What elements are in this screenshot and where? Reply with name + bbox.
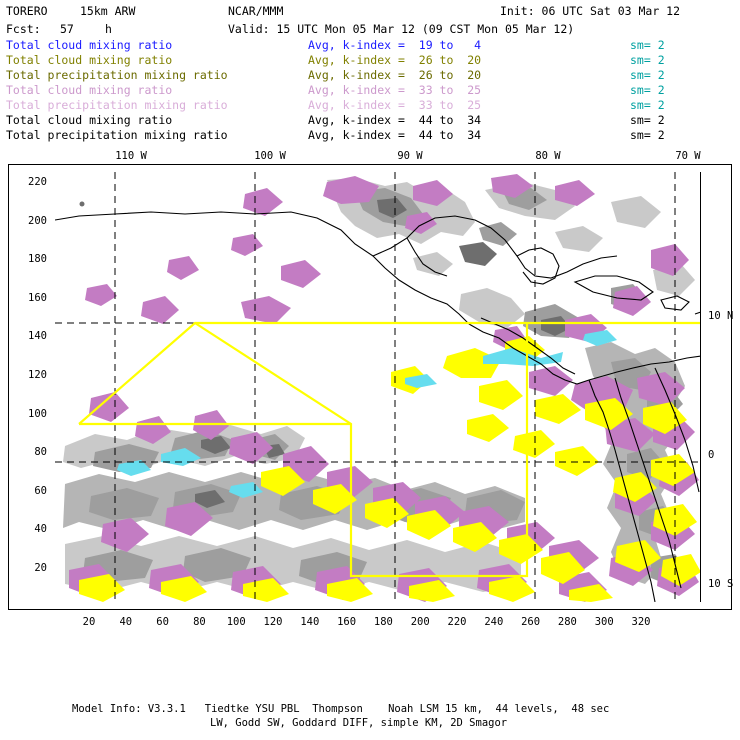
axis-tick-bottom: 140: [300, 616, 320, 628]
chart-footer: [0, 702, 740, 732]
legend-smoothing: sm= 2: [630, 68, 665, 82]
axis-tick-bottom: 60: [156, 616, 169, 628]
model-center: NCAR/MMM: [228, 4, 284, 18]
legend-k-index: Avg, k-index = 26 to 20: [308, 68, 482, 82]
legend-row: [6, 83, 736, 98]
legend-k-index: Avg, k-index = 44 to 34: [308, 128, 482, 142]
axis-tick-top: 100 W: [254, 150, 286, 162]
legend-k-index: Avg, k-index = 33 to 25: [308, 98, 482, 112]
legend-k-index: Avg, k-index = 44 to 34: [308, 113, 482, 127]
map-canvas: [55, 172, 701, 602]
axis-tick-left: 220: [28, 176, 47, 188]
axis-tick-left: 100: [28, 407, 47, 420]
forecast-hour: 57: [60, 22, 74, 36]
axis-tick-right: 10 S: [708, 578, 734, 590]
axis-tick-left: 40: [34, 523, 47, 536]
axis-tick-right: 0: [708, 449, 715, 461]
forecast-unit: h: [105, 22, 112, 36]
axis-tick-bottom: 240: [484, 616, 504, 628]
legend-field-name: Total cloud mixing ratio: [6, 83, 173, 97]
axis-tick-bottom: 40: [119, 616, 133, 628]
legend-field-name: Total precipitation mixing ratio: [6, 68, 228, 82]
legend-smoothing: sm= 2: [630, 98, 665, 112]
legend-k-index: Avg, k-index = 26 to 20: [308, 53, 482, 67]
axis-tick-left: 180: [28, 253, 47, 266]
axis-tick-bottom: 220: [447, 616, 467, 628]
legend-field-name: Total cloud mixing ratio: [6, 38, 173, 52]
model-name: TORERO: [6, 4, 48, 18]
model-resolution: 15km ARW: [80, 4, 136, 18]
axis-tick-bottom: 260: [521, 616, 541, 628]
legend-field-name: Total precipitation mixing ratio: [6, 98, 228, 112]
axis-tick-left: 120: [28, 369, 47, 381]
legend-smoothing: sm= 2: [630, 113, 665, 127]
forecast-label: Fcst:: [6, 22, 41, 36]
legend-field-name: Total cloud mixing ratio: [6, 53, 173, 67]
legend-smoothing: sm= 2: [630, 128, 665, 142]
legend-smoothing: sm= 2: [630, 53, 665, 67]
axis-tick-top: 110 W: [115, 150, 147, 162]
legend-field-name: Total cloud mixing ratio: [6, 113, 173, 127]
map-graphics: [55, 172, 701, 602]
legend-smoothing: sm= 2: [630, 83, 665, 97]
legend-row: [6, 68, 736, 83]
axis-tick-top: 80 W: [535, 150, 561, 162]
axis-tick-top: 70 W: [675, 150, 701, 162]
legend: [6, 38, 736, 143]
model-info-line-1: Model Info: V3.3.1 Tiedtke YSU PBL Thompson Noah LSM 15 km, 44 levels, 48 sec: [72, 703, 610, 715]
axis-tick-left: 200: [28, 214, 47, 227]
axis-tick-left: 160: [28, 291, 47, 304]
axis-tick-bottom: 200: [410, 616, 430, 628]
shade-magenta-group: [69, 174, 699, 602]
legend-row: [6, 38, 736, 53]
legend-row: [6, 53, 736, 68]
axis-tick-left: 80: [34, 446, 47, 459]
legend-field-name: Total precipitation mixing ratio: [6, 128, 228, 142]
axis-tick-right: 10 N: [708, 310, 734, 322]
axis-tick-top: 90 W: [397, 150, 423, 162]
axis-tick-bottom: 80: [193, 616, 206, 628]
axis-tick-left: 140: [28, 330, 47, 343]
axis-tick-bottom: 160: [337, 616, 357, 628]
valid-time: Valid: 15 UTC Mon 05 Mar 12 (09 CST Mon 05 Mar 12): [228, 22, 575, 36]
axis-tick-bottom: 120: [263, 616, 283, 628]
init-time: Init: 06 UTC Sat 03 Mar 12: [500, 4, 681, 18]
axis-tick-bottom: 280: [557, 616, 577, 628]
chart-header: [0, 0, 740, 150]
legend-k-index: Avg, k-index = 19 to 4: [308, 38, 482, 52]
axis-tick-bottom: 100: [226, 616, 246, 628]
axis-tick-bottom: 20: [82, 616, 96, 628]
legend-row: [6, 128, 736, 143]
axis-tick-left: 20: [34, 562, 47, 574]
legend-k-index: Avg, k-index = 33 to 25: [308, 83, 482, 97]
map-plot: [8, 150, 734, 628]
legend-smoothing: sm= 2: [630, 38, 665, 52]
model-info-line-2: LW, Godd SW, Goddard DIFF, simple KM, 2D Smagor: [210, 717, 508, 729]
legend-row: [6, 98, 736, 113]
axis-tick-bottom: 180: [373, 616, 393, 628]
legend-row: [6, 113, 736, 128]
axis-tick-bottom: 320: [631, 616, 651, 628]
axis-tick-bottom: 300: [594, 616, 614, 628]
axis-tick-left: 60: [34, 484, 47, 497]
